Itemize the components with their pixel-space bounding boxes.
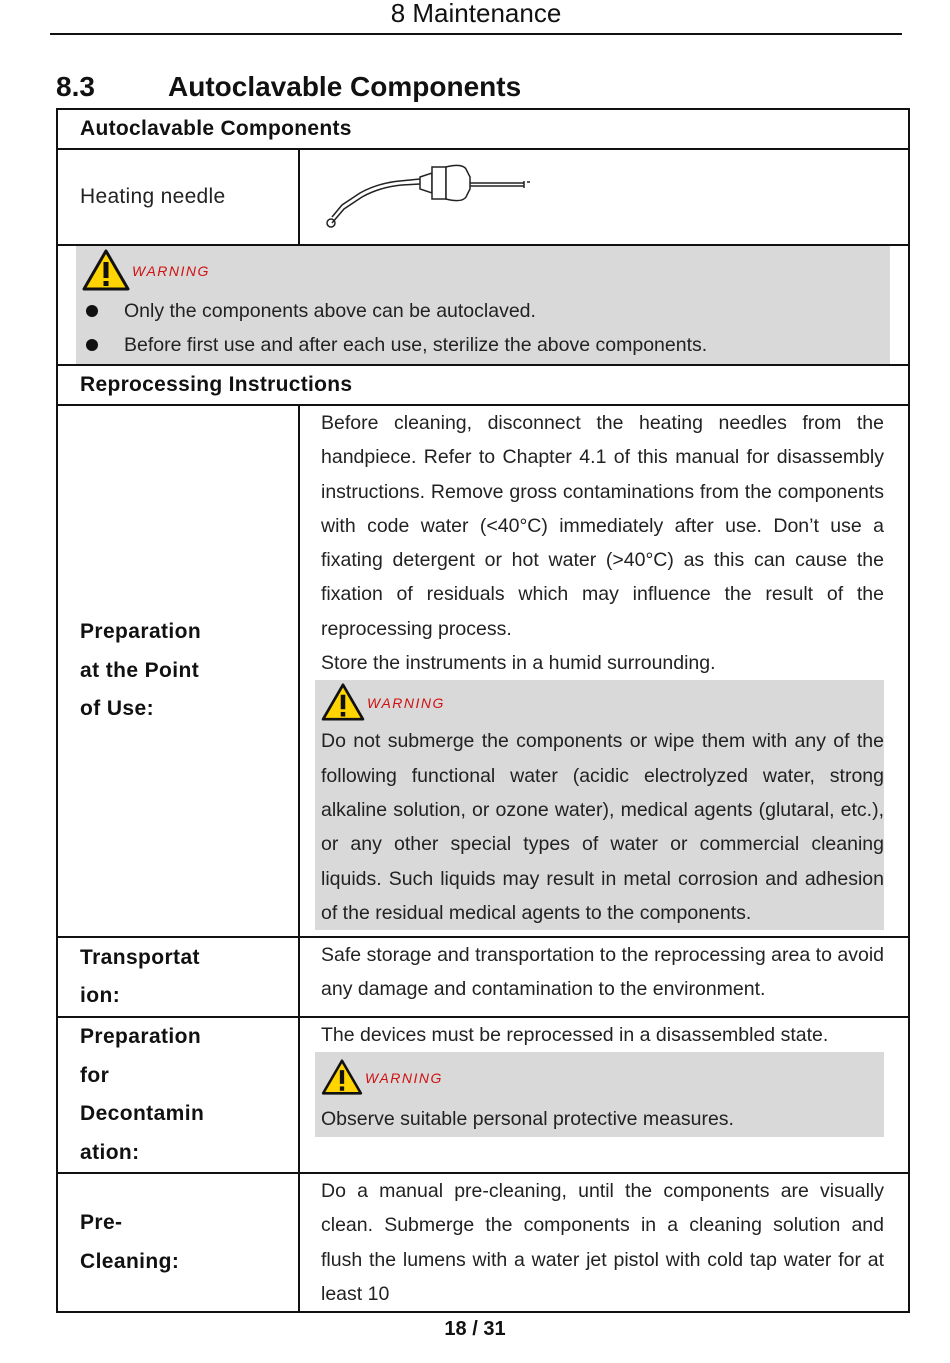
label-line: ion: — [80, 984, 121, 1007]
warning-box — [315, 680, 884, 930]
table-row — [57, 937, 909, 1017]
row-content — [299, 405, 909, 937]
warning-triangle-icon — [321, 683, 365, 721]
label-line: Preparation — [80, 1025, 202, 1048]
label-line: at the Point — [80, 658, 200, 682]
components-header: Autoclavable Components — [57, 109, 909, 149]
warning-text: Do not submerge the components or wipe them with any of the following functional water (acidic electrolyzed water, strong alkaline solution, or ozone water), medical agents (glutaral, etc.), or any other special types of water or commercial cleaning liquids. Such liquids may result in metal corrosion and adhesion of the residual medical agents to the components. — [321, 730, 884, 924]
row-label — [57, 405, 299, 937]
paragraph: Store the instruments in a humid surrounding. — [321, 652, 716, 675]
warning-triangle-icon — [82, 249, 130, 291]
component-image-cell — [299, 149, 909, 245]
page-number — [0, 1318, 950, 1341]
component-warning-list — [82, 294, 890, 362]
list-item: Only the components above can be autoclaved. — [82, 294, 890, 328]
list-item: Before first use and after each use, sterilize the above components. — [82, 328, 890, 362]
total-pages: 31 — [483, 1318, 506, 1340]
warning-label: WARNING — [365, 1070, 443, 1087]
warning-box — [315, 1052, 884, 1136]
autoclavable-components-table — [56, 108, 910, 1313]
section-heading — [56, 70, 521, 104]
label-line: Pre- — [80, 1211, 123, 1235]
component-name: Heating needle — [57, 149, 299, 245]
warning-triangle-icon — [321, 1059, 363, 1095]
component-warning-cell — [57, 245, 909, 365]
table-row — [57, 405, 909, 937]
row-content — [299, 937, 909, 1017]
page-separator: / — [472, 1318, 478, 1340]
table-row — [57, 1017, 909, 1173]
warning-label: WARNING — [367, 695, 445, 712]
row-label — [57, 937, 299, 1017]
label-line: Cleaning: — [80, 1249, 180, 1273]
paragraph: Before cleaning, disconnect the heating needles from the handpiece. Refer to Chapter 4.1 of this manual for disassembly instructions. Remove gross contaminations from the components with code water (<40°C) immediately after use. Don’t use a fixating detergent or hot water (>40°C) as this can cause the fixation of residuals which may influence the result of the reprocessing process. — [321, 412, 884, 640]
label-line: ation: — [80, 1140, 140, 1164]
warning-label: WARNING — [132, 263, 210, 279]
row-label — [57, 1017, 299, 1173]
chapter-title: 8 Maintenance — [390, 0, 562, 28]
label-line: Transportat — [80, 945, 200, 969]
reprocessing-header: Reprocessing Instructions — [57, 365, 909, 405]
component-warning-box — [76, 246, 890, 364]
row-content — [299, 1173, 909, 1312]
paragraph: Do a manual pre-cleaning, until the components are visually clean. Submerge the components in a cleaning solution and flush the lumens with a water jet pistol with cold tap water for at least 10 — [321, 1180, 884, 1305]
paragraph: Safe storage and transportation to the reprocessing area to avoid any damage and contamination to the environment. — [321, 944, 884, 1001]
label-line: for — [80, 1063, 110, 1087]
section-number: 8.3 — [56, 71, 95, 102]
heating-needle-icon — [320, 157, 560, 237]
label-line: Preparation — [80, 620, 202, 644]
row-label — [57, 1173, 299, 1312]
section-title: Autoclavable Components — [168, 71, 522, 102]
label-line: of Use: — [80, 697, 154, 721]
label-line: Decontamin — [80, 1102, 205, 1125]
row-content — [299, 1017, 909, 1173]
running-header — [50, 0, 902, 35]
table-row — [57, 1173, 909, 1312]
current-page: 18 — [444, 1318, 467, 1340]
paragraph: The devices must be reprocessed in a disassembled state. — [321, 1024, 829, 1046]
warning-text: Observe suitable personal protective measures. — [321, 1108, 734, 1131]
